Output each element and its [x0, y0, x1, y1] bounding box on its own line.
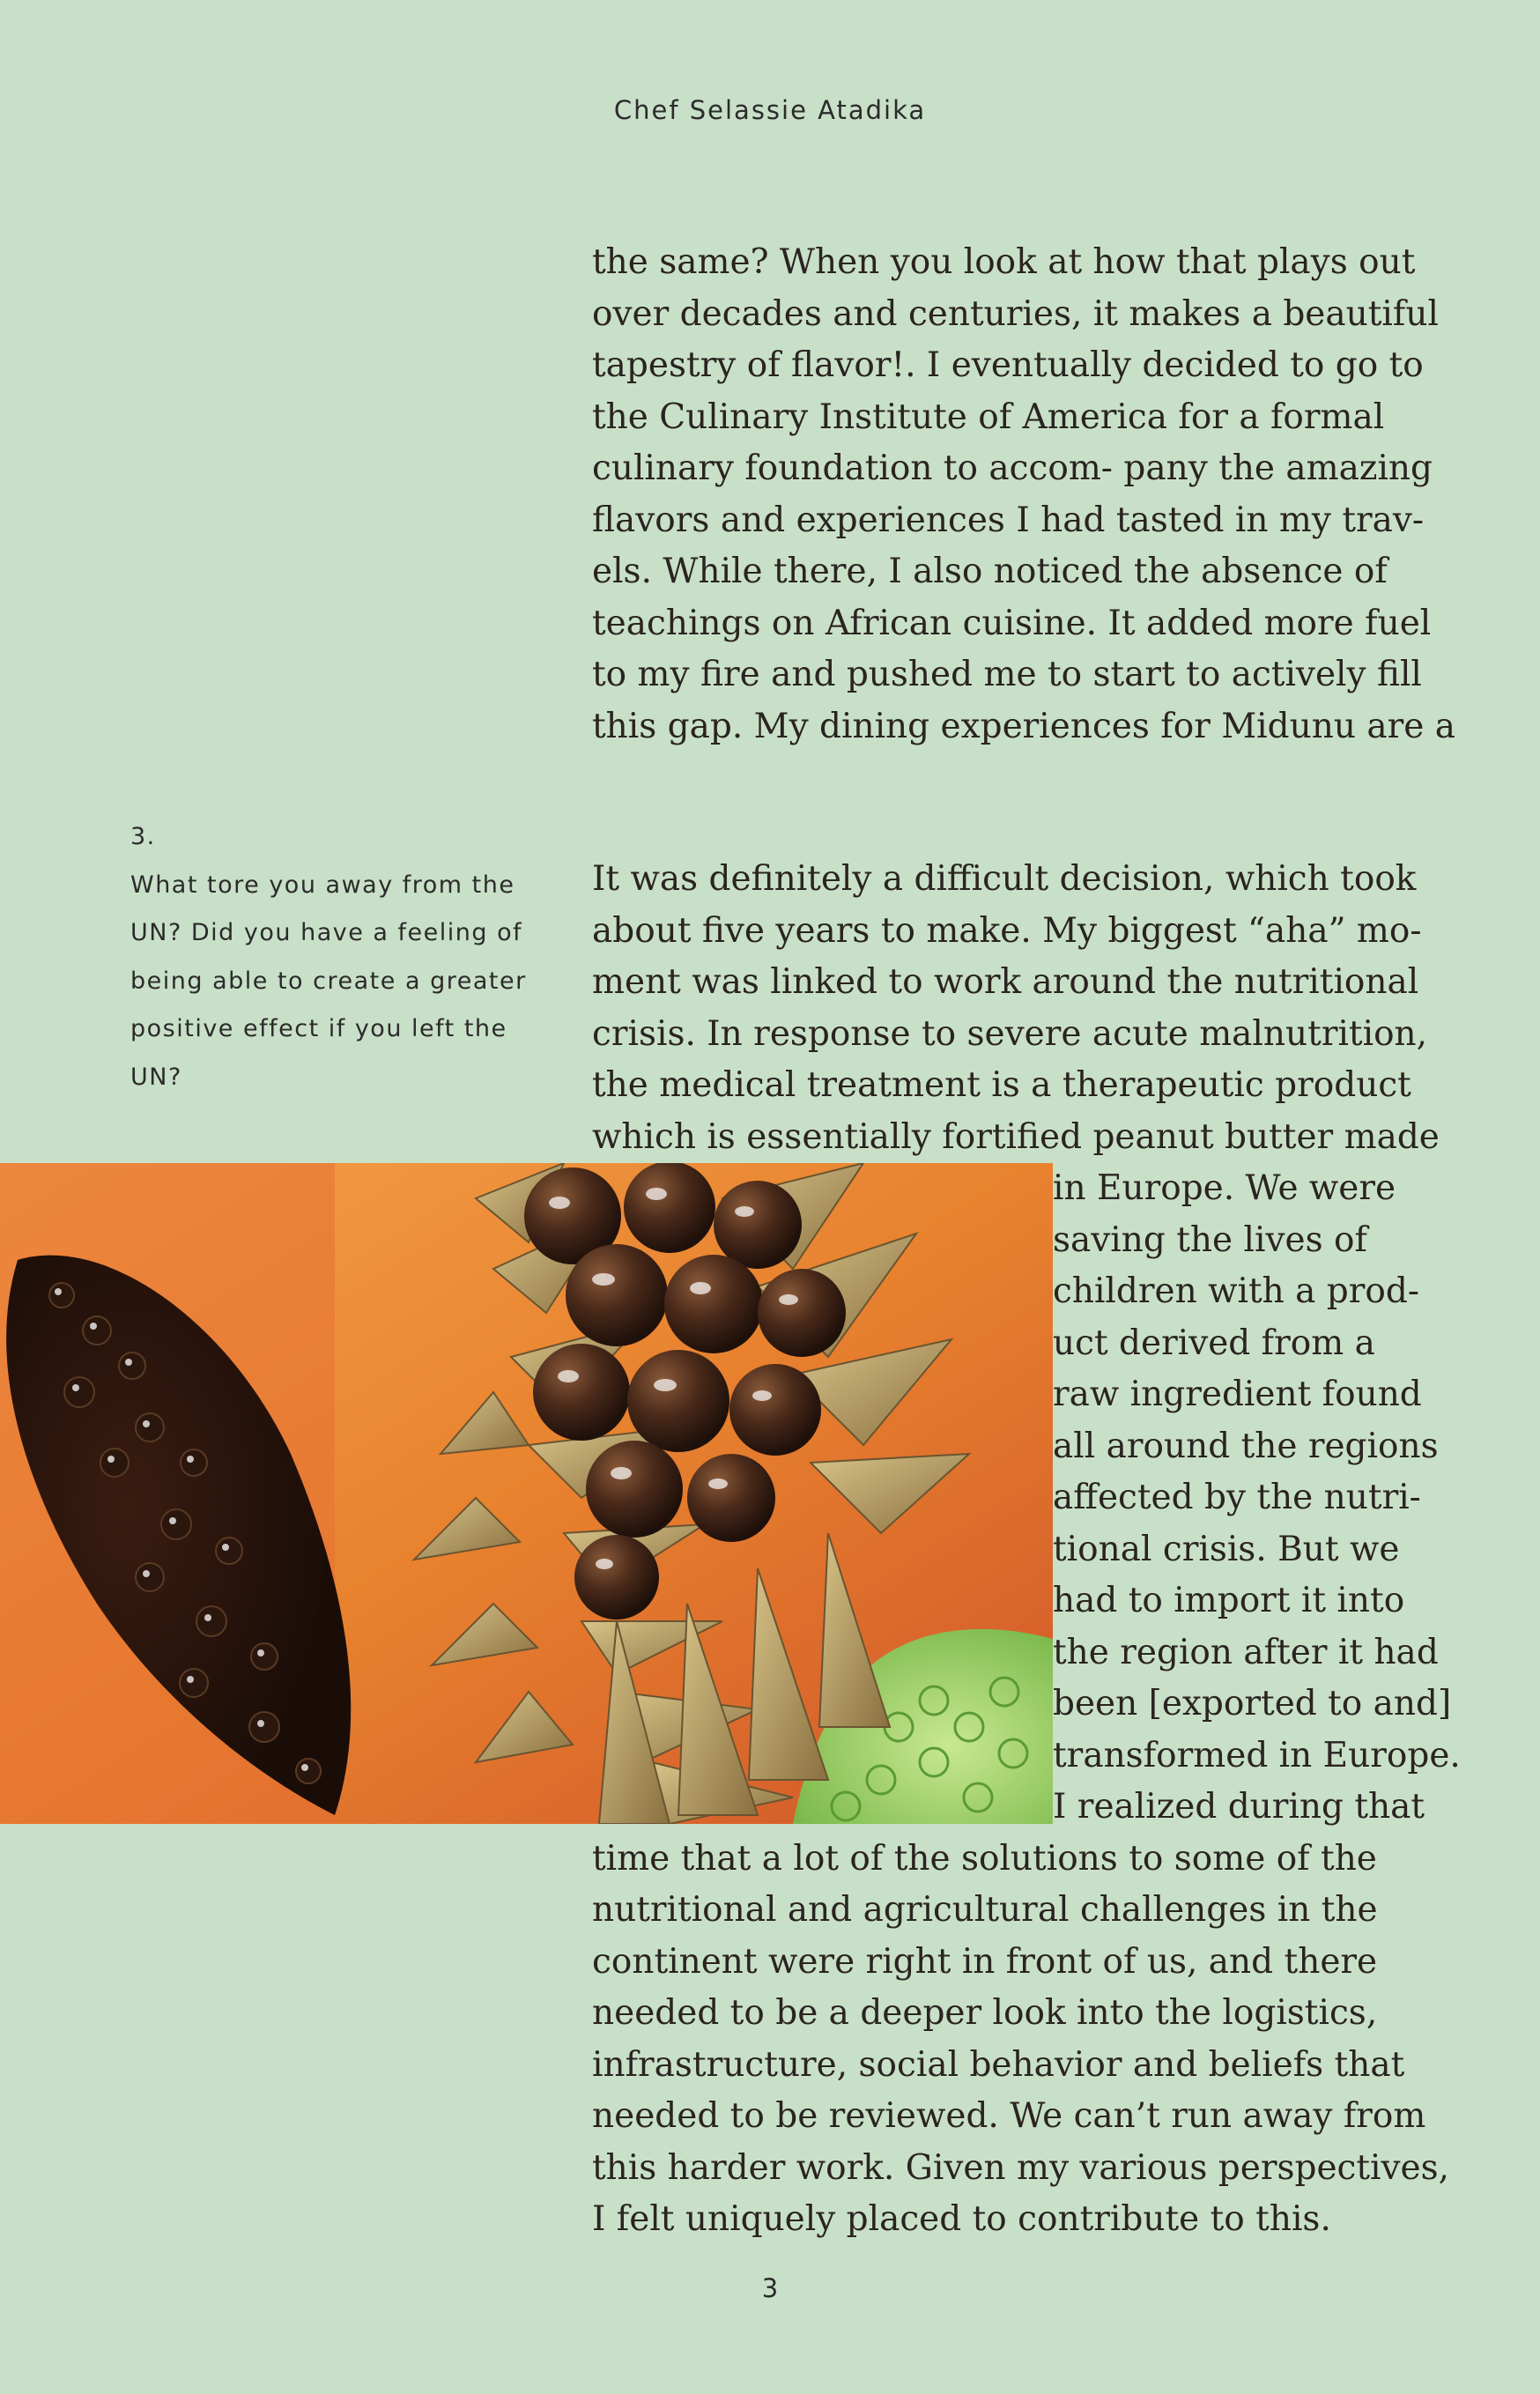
- fruit-collage-image: [0, 1163, 1053, 1824]
- text-line: in Europe. We were: [1053, 1168, 1396, 1208]
- answer-continued-paragraph: [592, 237, 1473, 752]
- text-line: children with a prod-: [1053, 1271, 1420, 1311]
- text-line: transformed in Europe.: [1053, 1735, 1461, 1775]
- question-line: UN?: [130, 1063, 182, 1091]
- text-line: crisis. In response to severe acute malnutrition,: [592, 1013, 1428, 1054]
- text-line: affected by the nutri-: [1053, 1478, 1421, 1517]
- text-line: I realized during that: [1053, 1787, 1425, 1827]
- question-number: 3.: [130, 823, 156, 850]
- text-line: the same? When you look at how that plays out: [592, 242, 1416, 282]
- text-line: this harder work. Given my various perspectives,: [592, 2147, 1450, 2188]
- text-line: teachings on African cuisine. It added more fuel: [592, 603, 1432, 643]
- text-line: the region after it had: [1053, 1632, 1439, 1672]
- text-line: all around the regions: [1053, 1426, 1439, 1466]
- text-line: culinary foundation to accom- pany the amazing: [592, 448, 1433, 488]
- text-line: tional crisis. But we: [1053, 1529, 1400, 1569]
- text-line: nutritional and agricultural challenges in the: [592, 1890, 1378, 1930]
- text-line: infrastructure, social behavior and beliefs that: [592, 2044, 1405, 2085]
- interview-question: [130, 813, 544, 1101]
- text-line: had to import it into: [1053, 1581, 1405, 1620]
- text-line: this gap. My dining experiences for Midunu are a: [592, 706, 1455, 746]
- page-header: Chef Selassie Atadika: [613, 95, 927, 125]
- text-line: I felt uniquely placed to contribute to this.: [592, 2199, 1331, 2239]
- text-line: flavors and experiences I had tasted in my trav-: [592, 500, 1425, 540]
- page-number: 3: [761, 2273, 779, 2303]
- question-line: What tore you away from the: [130, 871, 515, 899]
- text-line: continent were right in front of us, and there: [592, 1941, 1378, 1982]
- question-line: being able to create a greater: [130, 967, 527, 995]
- text-line: over decades and centuries, it makes a beautiful: [592, 293, 1439, 334]
- text-line: It was definitely a difficult decision, which took: [592, 859, 1417, 899]
- text-line: the Culinary Institute of America for a formal: [592, 397, 1385, 437]
- text-line: which is essentially fortified peanut butter made: [592, 1116, 1440, 1157]
- text-line: saving the lives of: [1053, 1219, 1367, 1260]
- text-line: uct derived from a: [1053, 1323, 1375, 1363]
- text-line: ment was linked to work around the nutritional: [592, 962, 1419, 1002]
- text-line: tapestry of flavor!. I eventually decided to go to: [592, 345, 1424, 385]
- text-line: needed to be a deeper look into the logistics,: [592, 1993, 1378, 2033]
- text-line: the medical treatment is a therapeutic product: [592, 1065, 1411, 1105]
- text-line: raw ingredient found: [1053, 1375, 1422, 1414]
- text-line: els. While there, I also noticed the absence of: [592, 552, 1388, 591]
- question-line: positive effect if you left the: [130, 1015, 507, 1042]
- question-line: UN? Did you have a feeling of: [130, 919, 523, 946]
- text-line: time that a lot of the solutions to some of the: [592, 1838, 1377, 1879]
- text-line: about five years to make. My biggest “aha” mo-: [592, 910, 1422, 951]
- text-line: needed to be reviewed. We can’t run away from: [592, 2096, 1426, 2136]
- text-line: to my fire and pushed me to start to actively fill: [592, 655, 1422, 694]
- text-line: been [exported to and]: [1053, 1684, 1452, 1723]
